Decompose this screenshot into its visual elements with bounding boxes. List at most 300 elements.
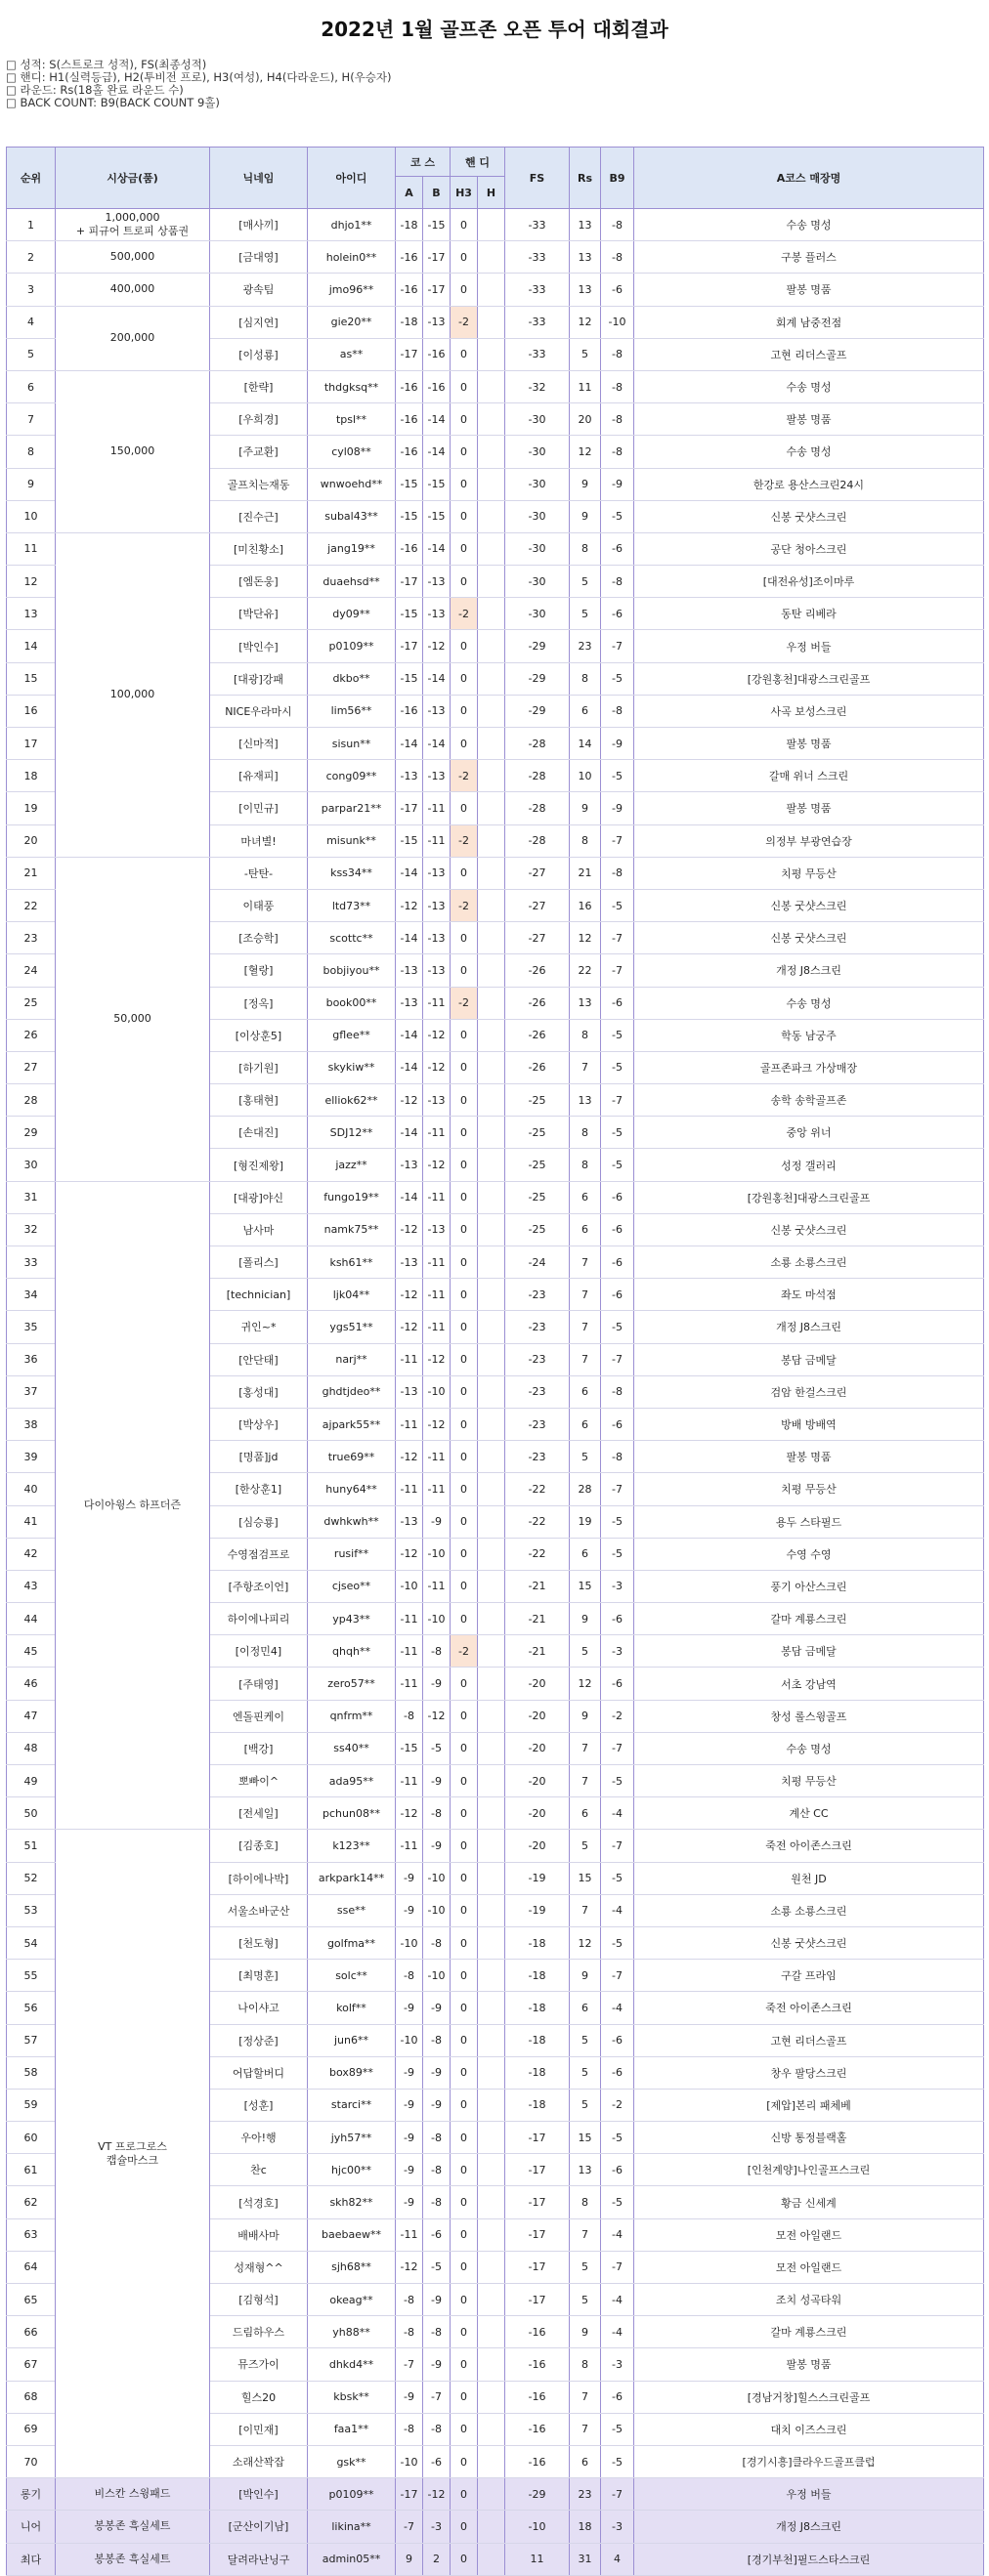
course-a-cell: -12 bbox=[396, 1797, 423, 1830]
id-cell: sse** bbox=[308, 1894, 396, 1926]
fs-cell: -18 bbox=[505, 1926, 570, 1959]
fs-cell: -26 bbox=[505, 954, 570, 987]
handicap-h3-cell: 0 bbox=[451, 1862, 478, 1894]
fs-cell: -19 bbox=[505, 1894, 570, 1926]
prize-cell: 1,000,000 + 피규어 트로피 상품권 bbox=[56, 209, 210, 241]
handicap-h3-cell: 0 bbox=[451, 2089, 478, 2121]
handicap-h-cell bbox=[478, 1084, 505, 1117]
id-cell: likina** bbox=[308, 2511, 396, 2543]
rs-cell: 12 bbox=[570, 922, 601, 954]
rank-cell: 38 bbox=[7, 1408, 56, 1440]
handicap-h-cell bbox=[478, 1603, 505, 1635]
course-a-cell: -13 bbox=[396, 1505, 423, 1538]
id-cell: parpar21** bbox=[308, 792, 396, 824]
header-rank: 순위 bbox=[7, 148, 56, 209]
handicap-h3-cell: 0 bbox=[451, 1441, 478, 1473]
course-a-cell: -10 bbox=[396, 1926, 423, 1959]
header-id: 아이디 bbox=[308, 148, 396, 209]
fs-cell: -24 bbox=[505, 1246, 570, 1279]
course-a-cell: -18 bbox=[396, 306, 423, 338]
rs-cell: 31 bbox=[570, 2543, 601, 2575]
handicap-h3-cell: 0 bbox=[451, 1926, 478, 1959]
nickname-cell: 어답할버디 bbox=[210, 2056, 308, 2089]
rank-cell: 45 bbox=[7, 1635, 56, 1668]
id-cell: hjc00** bbox=[308, 2154, 396, 2186]
rs-cell: 11 bbox=[570, 370, 601, 402]
rs-cell: 9 bbox=[570, 1603, 601, 1635]
course-a-cell: -12 bbox=[396, 1213, 423, 1246]
header-b: B bbox=[423, 177, 451, 209]
id-cell: cyl08** bbox=[308, 436, 396, 468]
course-b-cell: -9 bbox=[423, 1765, 451, 1797]
handicap-h3-cell: 0 bbox=[451, 2024, 478, 2056]
course-a-cell: -9 bbox=[396, 2056, 423, 2089]
store-cell: 신봉 굿샷스크린 bbox=[634, 922, 984, 954]
rank-cell: 13 bbox=[7, 598, 56, 630]
table-row bbox=[7, 1181, 984, 1213]
course-b-cell: -8 bbox=[423, 2024, 451, 2056]
table-row bbox=[7, 1830, 984, 1862]
course-b-cell: -8 bbox=[423, 2122, 451, 2154]
fs-cell: -30 bbox=[505, 598, 570, 630]
rank-cell: 25 bbox=[7, 987, 56, 1019]
store-cell: 중앙 위너 bbox=[634, 1117, 984, 1149]
handicap-h3-cell: 0 bbox=[451, 1732, 478, 1764]
b9-cell: -6 bbox=[601, 532, 634, 565]
course-a-cell: -14 bbox=[396, 1019, 423, 1051]
b9-cell: -5 bbox=[601, 2445, 634, 2477]
handicap-h3-cell: 0 bbox=[451, 2186, 478, 2218]
b9-cell: -6 bbox=[601, 1408, 634, 1440]
table-row bbox=[7, 857, 984, 889]
course-b-cell: -11 bbox=[423, 1117, 451, 1149]
id-cell: arkpark14** bbox=[308, 1862, 396, 1894]
nickname-cell: [명품]jd bbox=[210, 1441, 308, 1473]
rs-cell: 13 bbox=[570, 209, 601, 241]
id-cell: skykiw** bbox=[308, 1051, 396, 1083]
nickname-cell: 달려라난닝구 bbox=[210, 2543, 308, 2575]
course-b-cell: -12 bbox=[423, 1408, 451, 1440]
header-h3: H3 bbox=[451, 177, 478, 209]
prize-cell: 200,000 bbox=[56, 306, 210, 370]
course-a-cell: -9 bbox=[396, 2381, 423, 2413]
store-cell: 봉담 금메달 bbox=[634, 1635, 984, 1668]
rs-cell: 7 bbox=[570, 1246, 601, 1279]
handicap-h-cell bbox=[478, 2381, 505, 2413]
prize-cell: 봉봉존 흑실세트 bbox=[56, 2543, 210, 2575]
rank-cell: 52 bbox=[7, 1862, 56, 1894]
rs-cell: 6 bbox=[570, 1992, 601, 2024]
handicap-h-cell bbox=[478, 1538, 505, 1570]
course-a-cell: -7 bbox=[396, 2348, 423, 2381]
fs-cell: -30 bbox=[505, 532, 570, 565]
note-handicap: □ 핸디: H1(실력등급), H2(투비전 프로), H3(여성), H4(다라운드), H(우승자) bbox=[6, 70, 392, 84]
nickname-cell: [안단태] bbox=[210, 1343, 308, 1375]
rs-cell: 9 bbox=[570, 468, 601, 500]
table-row bbox=[7, 306, 984, 338]
nickname-cell: [이민규] bbox=[210, 792, 308, 824]
note-score: □ 성적: S(스트로크 성적), FS(최종성적) bbox=[6, 58, 207, 71]
b9-cell: -2 bbox=[601, 1700, 634, 1732]
handicap-h3-cell: 0 bbox=[451, 2381, 478, 2413]
rs-cell: 15 bbox=[570, 1570, 601, 1602]
handicap-h3-cell: 0 bbox=[451, 2543, 478, 2575]
store-cell: 고현 리더스골프 bbox=[634, 2024, 984, 2056]
rs-cell: 6 bbox=[570, 2445, 601, 2477]
id-cell: jun6** bbox=[308, 2024, 396, 2056]
id-cell: gie20** bbox=[308, 306, 396, 338]
course-a-cell: -17 bbox=[396, 630, 423, 662]
fs-cell: -26 bbox=[505, 987, 570, 1019]
store-cell: 모전 아일랜드 bbox=[634, 2218, 984, 2251]
rs-cell: 7 bbox=[570, 1765, 601, 1797]
store-cell: 팔봉 명품 bbox=[634, 792, 984, 824]
b9-cell: -6 bbox=[601, 2056, 634, 2089]
rank-cell: 최다 bbox=[7, 2543, 56, 2575]
b9-cell: -5 bbox=[601, 1765, 634, 1797]
prize-cell: 50,000 bbox=[56, 857, 210, 1181]
b9-cell: 4 bbox=[601, 2543, 634, 2575]
nickname-cell: [조승학] bbox=[210, 922, 308, 954]
prize-cell: 150,000 bbox=[56, 370, 210, 532]
nickname-cell: [정상준] bbox=[210, 2024, 308, 2056]
rank-cell: 54 bbox=[7, 1926, 56, 1959]
store-cell: 봉담 금메달 bbox=[634, 1343, 984, 1375]
fs-cell: -10 bbox=[505, 2511, 570, 2543]
course-b-cell: -7 bbox=[423, 2381, 451, 2413]
handicap-h3-cell: 0 bbox=[451, 403, 478, 436]
prize-cell: 봉봉존 흑실세트 bbox=[56, 2511, 210, 2543]
b9-cell: -3 bbox=[601, 1570, 634, 1602]
handicap-h3-cell: 0 bbox=[451, 1960, 478, 1992]
b9-cell: -7 bbox=[601, 954, 634, 987]
course-a-cell: -15 bbox=[396, 1732, 423, 1764]
nickname-cell: [매사끼] bbox=[210, 209, 308, 241]
course-a-cell: -9 bbox=[396, 2154, 423, 2186]
nickname-cell: [한략] bbox=[210, 370, 308, 402]
header-nickname: 닉네임 bbox=[210, 148, 308, 209]
handicap-h3-cell: 0 bbox=[451, 1700, 478, 1732]
store-cell: 공단 청아스크린 bbox=[634, 532, 984, 565]
course-b-cell: -10 bbox=[423, 1375, 451, 1408]
id-cell: p0109** bbox=[308, 2478, 396, 2511]
id-cell: ygs51** bbox=[308, 1311, 396, 1343]
handicap-h-cell bbox=[478, 370, 505, 402]
rank-cell: 5 bbox=[7, 338, 56, 370]
b9-cell: -4 bbox=[601, 2218, 634, 2251]
store-cell: 검암 한걸스크린 bbox=[634, 1375, 984, 1408]
prize-cell: VT 프로그로스 캡슐마스크 bbox=[56, 1830, 210, 2478]
course-a-cell: -15 bbox=[396, 500, 423, 532]
rs-cell: 13 bbox=[570, 987, 601, 1019]
store-cell: 의정부 부광연습장 bbox=[634, 824, 984, 857]
b9-cell: -5 bbox=[601, 760, 634, 792]
fs-cell: -28 bbox=[505, 824, 570, 857]
handicap-h3-cell: 0 bbox=[451, 1149, 478, 1181]
id-cell: sjh68** bbox=[308, 2251, 396, 2283]
rs-cell: 5 bbox=[570, 598, 601, 630]
handicap-h3-cell: 0 bbox=[451, 2348, 478, 2381]
id-cell: rusif** bbox=[308, 1538, 396, 1570]
rank-cell: 58 bbox=[7, 2056, 56, 2089]
handicap-h-cell bbox=[478, 1797, 505, 1830]
nickname-cell: [엠돈웅] bbox=[210, 566, 308, 598]
fs-cell: -33 bbox=[505, 209, 570, 241]
store-cell: 고현 리더스골프 bbox=[634, 338, 984, 370]
handicap-h3-cell: 0 bbox=[451, 1019, 478, 1051]
handicap-h-cell bbox=[478, 1505, 505, 1538]
course-a-cell: -14 bbox=[396, 1051, 423, 1083]
id-cell: pchun08** bbox=[308, 1797, 396, 1830]
course-a-cell: -14 bbox=[396, 1181, 423, 1213]
rs-cell: 6 bbox=[570, 1797, 601, 1830]
table-row bbox=[7, 370, 984, 402]
store-cell: 황금 신세계 bbox=[634, 2186, 984, 2218]
handicap-h-cell bbox=[478, 824, 505, 857]
handicap-h-cell bbox=[478, 532, 505, 565]
fs-cell: -32 bbox=[505, 370, 570, 402]
b9-cell: -5 bbox=[601, 2122, 634, 2154]
id-cell: bobjiyou** bbox=[308, 954, 396, 987]
id-cell: dhjo1** bbox=[308, 209, 396, 241]
b9-cell: -5 bbox=[601, 1538, 634, 1570]
course-a-cell: -12 bbox=[396, 2251, 423, 2283]
handicap-h-cell bbox=[478, 306, 505, 338]
handicap-h-cell bbox=[478, 662, 505, 695]
course-b-cell: -11 bbox=[423, 1181, 451, 1213]
store-cell: 갈매 위너 스크린 bbox=[634, 760, 984, 792]
id-cell: kss34** bbox=[308, 857, 396, 889]
store-cell: 소룡 소룡스크린 bbox=[634, 1894, 984, 1926]
b9-cell: -7 bbox=[601, 922, 634, 954]
rs-cell: 18 bbox=[570, 2511, 601, 2543]
rank-cell: 롱기 bbox=[7, 2478, 56, 2511]
handicap-h-cell bbox=[478, 1668, 505, 1700]
rank-cell: 18 bbox=[7, 760, 56, 792]
b9-cell: -5 bbox=[601, 1051, 634, 1083]
course-a-cell: -11 bbox=[396, 1668, 423, 1700]
handicap-h3-cell: 0 bbox=[451, 792, 478, 824]
handicap-h-cell bbox=[478, 1149, 505, 1181]
handicap-h-cell bbox=[478, 760, 505, 792]
rank-cell: 16 bbox=[7, 695, 56, 727]
fs-cell: -17 bbox=[505, 2284, 570, 2316]
nickname-cell: [이민재] bbox=[210, 2413, 308, 2445]
rank-cell: 32 bbox=[7, 1213, 56, 1246]
b9-cell: -8 bbox=[601, 370, 634, 402]
nickname-cell: [technician] bbox=[210, 1279, 308, 1311]
id-cell: yp43** bbox=[308, 1603, 396, 1635]
rs-cell: 23 bbox=[570, 630, 601, 662]
b9-cell: -8 bbox=[601, 241, 634, 274]
handicap-h-cell bbox=[478, 1732, 505, 1764]
store-cell: 구봉 플러스 bbox=[634, 241, 984, 274]
handicap-h3-cell: -2 bbox=[451, 889, 478, 921]
fs-cell: -30 bbox=[505, 468, 570, 500]
id-cell: wnwoehd** bbox=[308, 468, 396, 500]
rank-cell: 53 bbox=[7, 1894, 56, 1926]
rs-cell: 21 bbox=[570, 857, 601, 889]
nickname-cell: 배배사마 bbox=[210, 2218, 308, 2251]
id-cell: gsk** bbox=[308, 2445, 396, 2477]
course-a-cell: -13 bbox=[396, 760, 423, 792]
handicap-h-cell bbox=[478, 2186, 505, 2218]
course-a-cell: -10 bbox=[396, 2024, 423, 2056]
course-a-cell: 9 bbox=[396, 2543, 423, 2575]
page-title: 2022년 1월 골프존 오픈 투어 대회결과 bbox=[321, 18, 668, 41]
course-a-cell: -12 bbox=[396, 1279, 423, 1311]
rs-cell: 6 bbox=[570, 1375, 601, 1408]
nickname-cell: 광속팀 bbox=[210, 274, 308, 306]
id-cell: thdgksq** bbox=[308, 370, 396, 402]
store-cell: 치평 무등산 bbox=[634, 857, 984, 889]
nickname-cell: [전세일] bbox=[210, 1797, 308, 1830]
id-cell: jyh57** bbox=[308, 2122, 396, 2154]
rank-cell: 63 bbox=[7, 2218, 56, 2251]
course-a-cell: -12 bbox=[396, 1311, 423, 1343]
course-a-cell: -13 bbox=[396, 1246, 423, 1279]
course-b-cell: -9 bbox=[423, 1668, 451, 1700]
nickname-cell: 소래산꽉잡 bbox=[210, 2445, 308, 2477]
rs-cell: 6 bbox=[570, 1538, 601, 1570]
course-a-cell: -12 bbox=[396, 1084, 423, 1117]
handicap-h-cell bbox=[478, 338, 505, 370]
course-a-cell: -11 bbox=[396, 1635, 423, 1668]
b9-cell: -9 bbox=[601, 468, 634, 500]
b9-cell: -8 bbox=[601, 695, 634, 727]
fs-cell: -27 bbox=[505, 922, 570, 954]
rs-cell: 9 bbox=[570, 500, 601, 532]
course-b-cell: -5 bbox=[423, 2251, 451, 2283]
b9-cell: -8 bbox=[601, 436, 634, 468]
fs-cell: -21 bbox=[505, 1603, 570, 1635]
fs-cell: -26 bbox=[505, 1019, 570, 1051]
handicap-h3-cell: 0 bbox=[451, 857, 478, 889]
nickname-cell: [유재피] bbox=[210, 760, 308, 792]
rank-cell: 23 bbox=[7, 922, 56, 954]
store-cell: 갈마 계룡스크린 bbox=[634, 1603, 984, 1635]
nickname-cell: [손대진] bbox=[210, 1117, 308, 1149]
course-a-cell: -9 bbox=[396, 1862, 423, 1894]
b9-cell: -6 bbox=[601, 987, 634, 1019]
handicap-h-cell bbox=[478, 2122, 505, 2154]
handicap-h3-cell: 0 bbox=[451, 2511, 478, 2543]
course-b-cell: -11 bbox=[423, 792, 451, 824]
b9-cell: -6 bbox=[601, 1603, 634, 1635]
rs-cell: 5 bbox=[570, 1830, 601, 1862]
store-cell: 구갈 프라임 bbox=[634, 1960, 984, 1992]
fs-cell: -16 bbox=[505, 2445, 570, 2477]
results-body bbox=[7, 209, 984, 2576]
course-b-cell: -11 bbox=[423, 1473, 451, 1505]
handicap-h-cell bbox=[478, 500, 505, 532]
handicap-h-cell bbox=[478, 2348, 505, 2381]
rank-cell: 12 bbox=[7, 566, 56, 598]
handicap-h3-cell: 0 bbox=[451, 1084, 478, 1117]
course-b-cell: -10 bbox=[423, 1603, 451, 1635]
rs-cell: 7 bbox=[570, 1279, 601, 1311]
b9-cell: -7 bbox=[601, 1473, 634, 1505]
course-a-cell: -8 bbox=[396, 2316, 423, 2348]
nickname-cell: [이정민4] bbox=[210, 1635, 308, 1668]
id-cell: dkbo** bbox=[308, 662, 396, 695]
rank-cell: 41 bbox=[7, 1505, 56, 1538]
rank-cell: 8 bbox=[7, 436, 56, 468]
course-b-cell: -13 bbox=[423, 857, 451, 889]
rank-cell: 15 bbox=[7, 662, 56, 695]
fs-cell: -23 bbox=[505, 1279, 570, 1311]
rs-cell: 7 bbox=[570, 1732, 601, 1764]
course-b-cell: -8 bbox=[423, 2413, 451, 2445]
rs-cell: 5 bbox=[570, 2056, 601, 2089]
nickname-cell: [대광]강패 bbox=[210, 662, 308, 695]
b9-cell: -8 bbox=[601, 209, 634, 241]
course-a-cell: -14 bbox=[396, 728, 423, 760]
handicap-h3-cell: 0 bbox=[451, 1505, 478, 1538]
handicap-h3-cell: 0 bbox=[451, 2056, 478, 2089]
course-b-cell: -8 bbox=[423, 1797, 451, 1830]
fs-cell: -16 bbox=[505, 2413, 570, 2445]
nickname-cell: [박단유] bbox=[210, 598, 308, 630]
course-b-cell: -8 bbox=[423, 2154, 451, 2186]
rs-cell: 6 bbox=[570, 1408, 601, 1440]
store-cell: 신봉 굿샷스크린 bbox=[634, 1213, 984, 1246]
rs-cell: 7 bbox=[570, 2413, 601, 2445]
rs-cell: 5 bbox=[570, 1441, 601, 1473]
handicap-h3-cell: 0 bbox=[451, 1246, 478, 1279]
store-cell: 개정 J8스크린 bbox=[634, 2511, 984, 2543]
store-cell: 수송 명성 bbox=[634, 436, 984, 468]
id-cell: p0109** bbox=[308, 630, 396, 662]
handicap-h3-cell: 0 bbox=[451, 566, 478, 598]
course-a-cell: -13 bbox=[396, 1149, 423, 1181]
course-b-cell: -17 bbox=[423, 274, 451, 306]
handicap-h-cell bbox=[478, 2316, 505, 2348]
b9-cell: -5 bbox=[601, 889, 634, 921]
course-b-cell: -14 bbox=[423, 403, 451, 436]
b9-cell: -5 bbox=[601, 1117, 634, 1149]
rs-cell: 9 bbox=[570, 792, 601, 824]
rs-cell: 7 bbox=[570, 1311, 601, 1343]
rank-cell: 55 bbox=[7, 1960, 56, 1992]
b9-cell: -8 bbox=[601, 1375, 634, 1408]
id-cell: k123** bbox=[308, 1830, 396, 1862]
fs-cell: -21 bbox=[505, 1570, 570, 1602]
handicap-h3-cell: 0 bbox=[451, 370, 478, 402]
rs-cell: 12 bbox=[570, 306, 601, 338]
rank-cell: 35 bbox=[7, 1311, 56, 1343]
id-cell: misunk** bbox=[308, 824, 396, 857]
rank-cell: 3 bbox=[7, 274, 56, 306]
fs-cell: -33 bbox=[505, 274, 570, 306]
b9-cell: -8 bbox=[601, 403, 634, 436]
rs-cell: 12 bbox=[570, 1668, 601, 1700]
course-b-cell: -8 bbox=[423, 1926, 451, 1959]
handicap-h-cell bbox=[478, 792, 505, 824]
nickname-cell: 나이샤고 bbox=[210, 1992, 308, 2024]
nickname-cell: [박인수] bbox=[210, 2478, 308, 2511]
header-store: A코스 매장명 bbox=[634, 148, 984, 209]
rank-cell: 4 bbox=[7, 306, 56, 338]
id-cell: jang19** bbox=[308, 532, 396, 565]
rs-cell: 7 bbox=[570, 1051, 601, 1083]
course-a-cell: -11 bbox=[396, 1343, 423, 1375]
table-row bbox=[7, 532, 984, 565]
course-a-cell: -12 bbox=[396, 889, 423, 921]
course-b-cell: -6 bbox=[423, 2218, 451, 2251]
fs-cell: -23 bbox=[505, 1375, 570, 1408]
b9-cell: -9 bbox=[601, 728, 634, 760]
